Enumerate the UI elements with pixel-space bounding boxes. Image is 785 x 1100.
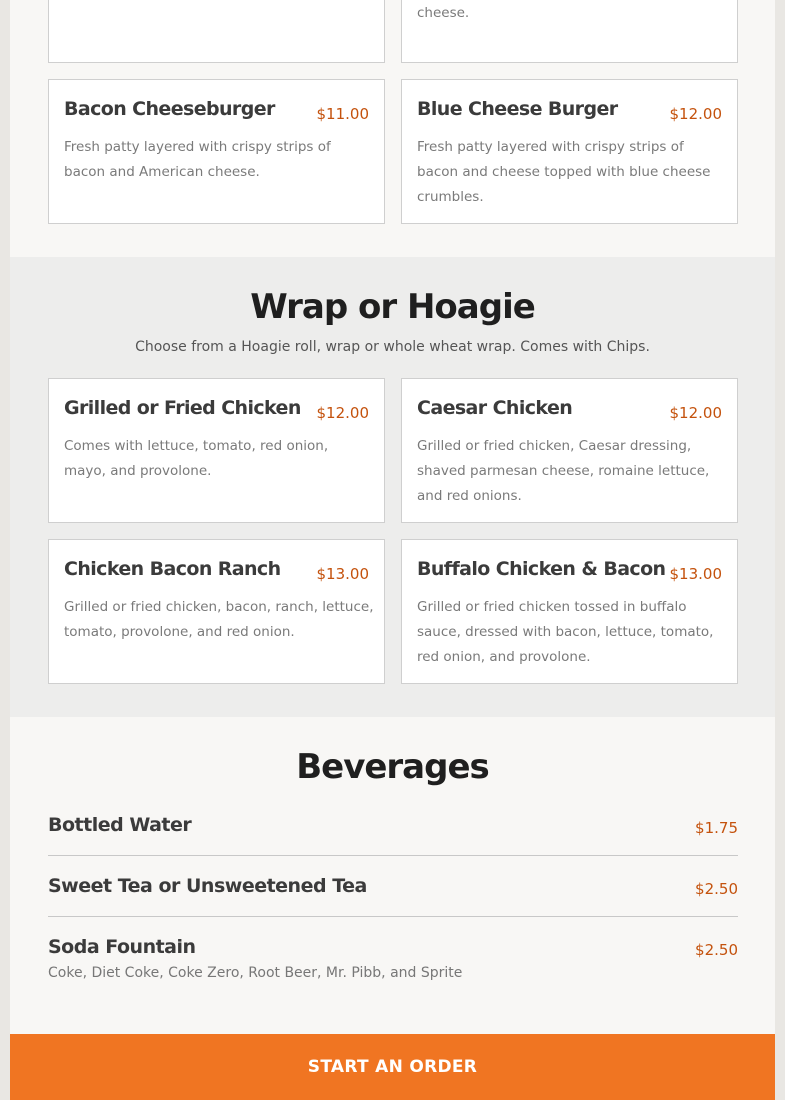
- beverage-price: $2.50: [695, 941, 738, 959]
- menu-card-price: $11.00: [316, 105, 369, 123]
- menu-card-title: Caesar Chicken: [417, 397, 573, 419]
- menu-card-desc: cheese.: [417, 5, 470, 21]
- beverage-name: Sweet Tea or Unsweetened Tea: [48, 875, 367, 897]
- menu-card-title: Grilled or Fried Chicken: [64, 397, 301, 419]
- beverages-section: [10, 717, 775, 1034]
- beverage-row-soda-fountain[interactable]: [48, 936, 738, 986]
- menu-card-partial[interactable]: [401, 0, 738, 63]
- beverage-row-tea[interactable]: [48, 875, 738, 917]
- menu-card-price: $12.00: [316, 404, 369, 422]
- menu-card-buffalo-chicken-bacon[interactable]: [401, 539, 738, 684]
- menu-card-bacon-cheeseburger[interactable]: [48, 79, 385, 224]
- menu-card-title: Chicken Bacon Ranch: [64, 558, 281, 580]
- menu-card-chicken-bacon-ranch[interactable]: [48, 539, 385, 684]
- section-title: Beverages: [296, 747, 489, 787]
- menu-page: [10, 0, 775, 1100]
- menu-card-title: Bacon Cheeseburger: [64, 98, 275, 120]
- menu-card-price: $12.00: [669, 105, 722, 123]
- menu-card-price: $12.00: [669, 404, 722, 422]
- beverage-price: $1.75: [695, 819, 738, 837]
- beverage-row-bottled-water[interactable]: [48, 814, 738, 856]
- menu-card-price: $13.00: [669, 565, 722, 583]
- menu-card-caesar-chicken[interactable]: [401, 378, 738, 523]
- menu-card-desc: Grilled or fried chicken, Caesar dressing, shaved parmesan cheese, romaine lettuce, and red onions.: [417, 438, 710, 504]
- wrap-section: [10, 257, 775, 717]
- burger-section: [10, 0, 775, 257]
- menu-card-desc: Grilled or fried chicken tossed in buffalo sauce, dressed with bacon, lettuce, tomato, red onion, and provolone.: [417, 599, 714, 665]
- beverage-name: Bottled Water: [48, 814, 192, 836]
- menu-card-partial[interactable]: [48, 0, 385, 63]
- menu-card-blue-cheese-burger[interactable]: [401, 79, 738, 224]
- menu-card-grilled-fried-chicken[interactable]: [48, 378, 385, 523]
- beverage-desc: Coke, Diet Coke, Coke Zero, Root Beer, Mr. Pibb, and Sprite: [48, 965, 463, 981]
- section-title: Wrap or Hoagie: [250, 287, 535, 327]
- menu-card-title: Blue Cheese Burger: [417, 98, 618, 120]
- beverage-price: $2.50: [695, 880, 738, 898]
- start-order-label: START AN ORDER: [307, 1057, 478, 1077]
- menu-card-desc: Fresh patty layered with crispy strips of bacon and American cheese.: [64, 139, 331, 180]
- menu-card-price: $13.00: [316, 565, 369, 583]
- start-order-button[interactable]: [10, 1034, 775, 1100]
- menu-card-title: Buffalo Chicken & Bacon: [417, 558, 666, 580]
- beverage-name: Soda Fountain: [48, 936, 196, 958]
- menu-card-desc: Comes with lettuce, tomato, red onion, mayo, and provolone.: [64, 438, 329, 479]
- section-subtitle: Choose from a Hoagie roll, wrap or whole wheat wrap. Comes with Chips.: [135, 339, 650, 355]
- menu-card-desc: Grilled or fried chicken, bacon, ranch, lettuce, tomato, provolone, and red onion.: [64, 599, 374, 640]
- menu-card-desc: Fresh patty layered with crispy strips of bacon and cheese topped with blue cheese crumbles.: [417, 139, 711, 205]
